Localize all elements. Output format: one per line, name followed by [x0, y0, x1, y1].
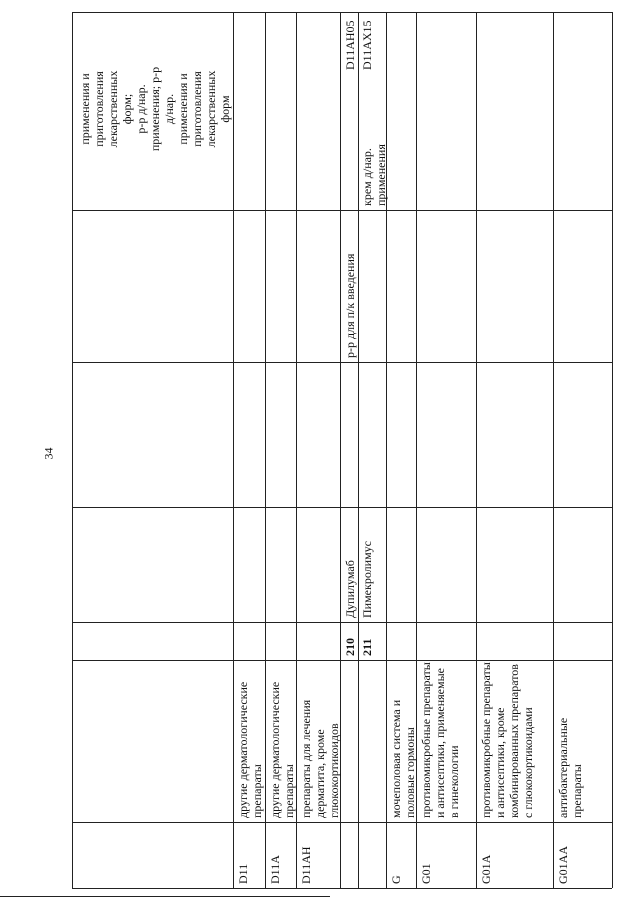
group-name: противомикробные препараты и антисептики, применяемые в гинекологии [419, 662, 461, 818]
column-line [72, 507, 612, 508]
atc-code: G01 [419, 863, 433, 884]
dosage-form: р-р для п/к введения [343, 253, 357, 358]
group-name: препараты для лечения дерматита, кроме глюкокортикоидов [299, 699, 341, 818]
column-line [72, 210, 612, 211]
column-line [72, 622, 612, 623]
group-name: противомикробные препараты и антисептики, кроме комбинированных препаратов с глюкокортикоидами [479, 662, 535, 818]
drug-name: Дупилумаб [343, 560, 357, 618]
item-number: 211 [360, 638, 374, 656]
row-line [553, 12, 554, 888]
footer-rule [0, 896, 330, 897]
column-line [72, 822, 612, 823]
group-name: антибактериальные препараты [556, 717, 584, 818]
table-border-left [72, 12, 73, 888]
atc-code: G01AA [556, 846, 570, 884]
page-number: 34 [41, 447, 56, 460]
column-line [72, 12, 612, 13]
column-line [72, 362, 612, 363]
atc-code: D11 [236, 863, 250, 884]
table-border-right [612, 12, 613, 888]
atc-code: D11A [268, 855, 282, 884]
drug-name: Пимекролимус [360, 540, 374, 618]
column-line [72, 660, 612, 661]
group-name: другие дерматологические препараты [236, 681, 264, 818]
continued-dosage-note: применения и приготовления лекарственных форм; р-р д/нар. применения; р-р д/нар. применения и приготовления лекарственных форм [78, 66, 232, 152]
usage-note: крем д/нар. применения [360, 144, 388, 206]
row-line [476, 12, 477, 888]
row-line [358, 12, 359, 888]
group-name: мочеполовая система и половые гормоны [389, 699, 417, 818]
row-line [233, 12, 234, 888]
atc-code: D11AH [299, 846, 313, 884]
atc-ref: D11AH05 [343, 20, 357, 70]
atc-ref: D11AX15 [360, 20, 374, 70]
row-line [265, 12, 266, 888]
row-line [296, 12, 297, 888]
column-line [72, 888, 612, 889]
item-number: 210 [343, 638, 357, 656]
group-name: другие дерматологические препараты [268, 681, 296, 818]
atc-code: G [389, 875, 403, 884]
atc-code: G01A [479, 854, 493, 884]
